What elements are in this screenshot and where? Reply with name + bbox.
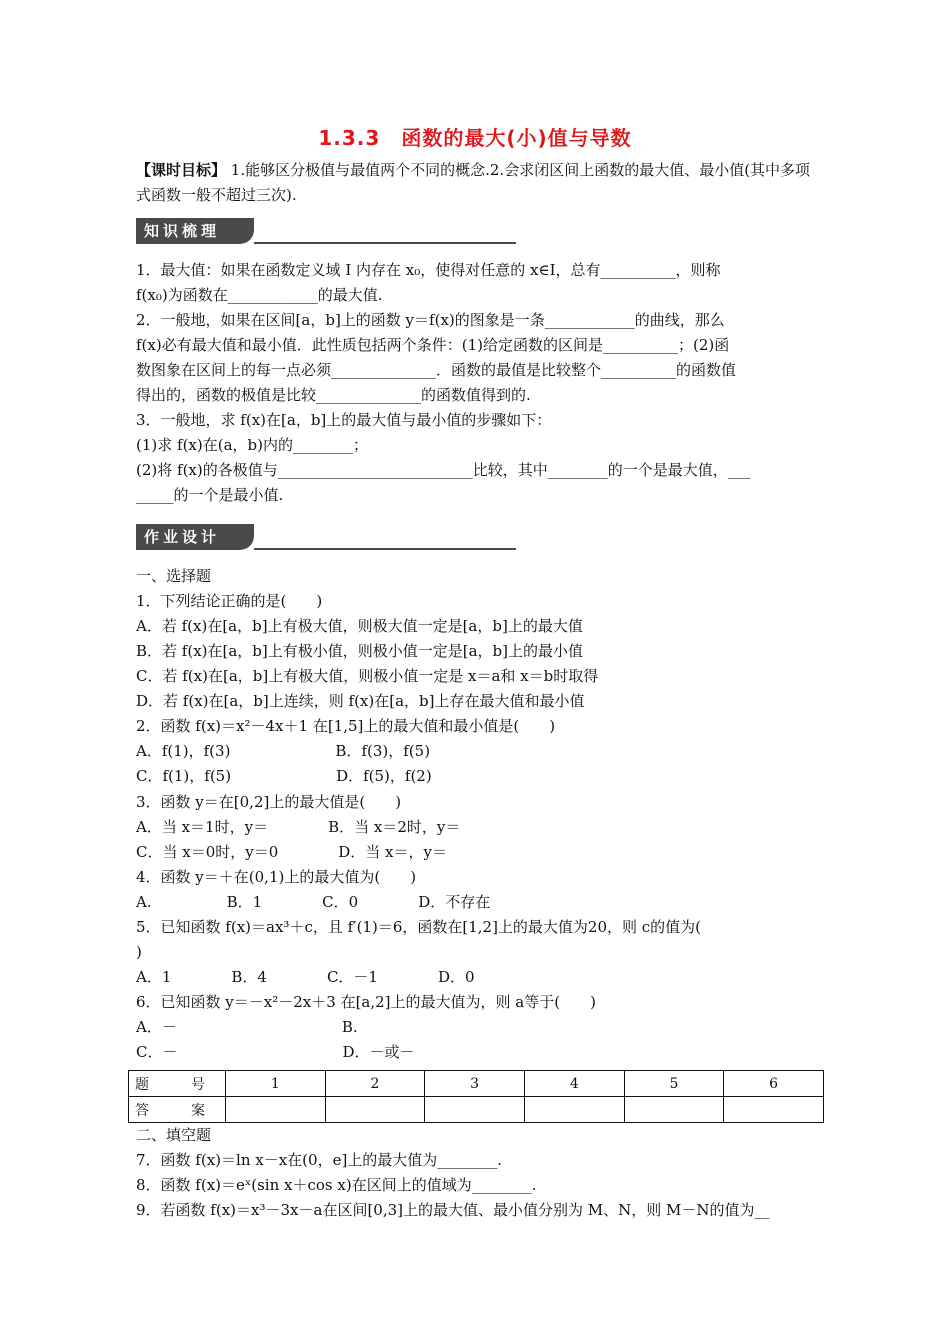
homework-line: A．1 B．4 C．－1 D．0 (136, 968, 475, 986)
fill-line: 8．函数 f(x)＝eˣ(sin x＋cos x)在区间上的值域为________. (136, 1176, 537, 1194)
table-cell: 1 (226, 1071, 326, 1097)
answer-table (128, 1070, 824, 1123)
knowledge-line: 3．一般地，求 f(x)在[a，b]上的最大值与最小值的步骤如下： (136, 411, 552, 429)
knowledge-line: (2)将 f(x)的各极值与__________________________比较，其中________的一个是最大值，___ (136, 461, 751, 479)
homework-line: A. B．1 C．0 D．不存在 (136, 893, 491, 911)
fill-line: 9．若函数 f(x)＝x³－3x－a在区间[0,3]上的最大值、最小值分别为 M、N，则 M－N的值为__ (136, 1201, 770, 1219)
answer-cell[interactable] (226, 1097, 326, 1123)
homework-line: B．若 f(x)在[a，b]上有极小值，则极小值一定是[a，b]上的最小值 (136, 642, 584, 660)
page-title: 1.3.3 函数的最大(小)值与导数 (318, 126, 632, 150)
banner-rule (254, 548, 516, 550)
homework-line: 4．函数 y＝＋在(0,1)上的最大值为( ) (136, 868, 417, 886)
homework-line: 一、选择题 (136, 567, 212, 585)
fill-line: 7．函数 f(x)＝ln x－x在(0，e]上的最大值为________. (136, 1151, 503, 1169)
banner-rule (254, 242, 516, 244)
homework-line: A．－ B. (136, 1018, 358, 1036)
table-cell: 5 (624, 1071, 724, 1097)
goal-tag: 【课时目标】 (136, 161, 227, 179)
table-cell: 4 (524, 1071, 624, 1097)
table-cell: 2 (325, 1071, 425, 1097)
section-banner-knowledge (136, 218, 516, 244)
section-label: 知识梳理 (136, 218, 254, 244)
answer-cell[interactable] (325, 1097, 425, 1123)
section-banner-homework (136, 524, 516, 550)
goal-text: 1.能够区分极值与最值两个不同的概念.2.会求闭区间上函数的最大值、最小值(其中多项式函数一般不超过三次). (136, 161, 811, 204)
homework-line: C．若 f(x)在[a，b]上有极大值，则极小值一定是 x＝a和 x＝b时取得 (136, 667, 599, 685)
homework-line: C．当 x＝0时，y＝0 D．当 x＝，y＝ (136, 843, 447, 861)
homework-line: ) (136, 943, 142, 961)
fill-line: 二、填空题 (136, 1126, 212, 1144)
answer-cell[interactable] (524, 1097, 624, 1123)
homework-line: 3．函数 y＝在[0,2]上的最大值是( ) (136, 793, 402, 811)
homework-line: 5．已知函数 f(x)＝ax³＋c，且 f′(1)＝6，函数在[1,2]上的最大值为20，则 c的值为( (136, 918, 702, 936)
knowledge-line: 1．最大值：如果在函数定义域 I 内存在 x₀，使得对任意的 x∈I，总有__________，则称 (136, 261, 721, 279)
table-header-cell: 题 号 (129, 1071, 226, 1097)
knowledge-line: 数图象在区间上的每一点必须______________．函数的最值是比较整个__________的函数值 (136, 361, 737, 379)
table-row (129, 1097, 824, 1123)
homework-line: A．当 x＝1时，y＝ B．当 x＝2时，y＝ (136, 818, 461, 836)
homework-line: A．f(1)，f(3) B．f(3)，f(5) (136, 742, 431, 760)
knowledge-line: 2．一般地，如果在区间[a，b]上的函数 y＝f(x)的图象是一条____________的曲线，那么 (136, 311, 725, 329)
answer-cell[interactable] (425, 1097, 525, 1123)
banner-dot-icon (498, 225, 510, 237)
knowledge-line: f(x₀)为函数在____________的最大值. (136, 286, 383, 304)
homework-line: 1．下列结论正确的是( ) (136, 592, 323, 610)
table-header-cell: 答 案 (129, 1097, 226, 1123)
homework-line: 2．函数 f(x)＝x²－4x＋1 在[1,5]上的最大值和最小值是( ) (136, 717, 556, 735)
homework-line: D．若 f(x)在[a，b]上连续，则 f(x)在[a，b]上存在最大值和最小值 (136, 692, 585, 710)
lesson-goal (136, 158, 816, 208)
section-label: 作业设计 (136, 524, 254, 550)
homework-line: C．－ D．－或－ (136, 1043, 415, 1061)
answer-cell[interactable] (724, 1097, 824, 1123)
knowledge-line: f(x)必有最大值和最小值．此性质包括两个条件：(1)给定函数的区间是__________；(2)函 (136, 336, 730, 354)
homework-line: C．f(1)，f(5) D．f(5)，f(2) (136, 767, 432, 785)
knowledge-line: (1)求 f(x)在(a，b)内的________； (136, 436, 368, 454)
answer-cell[interactable] (624, 1097, 724, 1123)
banner-dot-icon (498, 531, 510, 543)
table-cell: 6 (724, 1071, 824, 1097)
knowledge-line: _____的一个是最小值. (136, 486, 284, 504)
table-cell: 3 (425, 1071, 525, 1097)
homework-line: 6．已知函数 y＝－x²－2x＋3 在[a,2]上的最大值为，则 a等于( ) (136, 993, 596, 1011)
knowledge-line: 得出的，函数的极值是比较______________的函数值得到的. (136, 386, 531, 404)
homework-line: A．若 f(x)在[a，b]上有极大值，则极大值一定是[a，b]上的最大值 (136, 617, 583, 635)
table-row (129, 1071, 824, 1097)
